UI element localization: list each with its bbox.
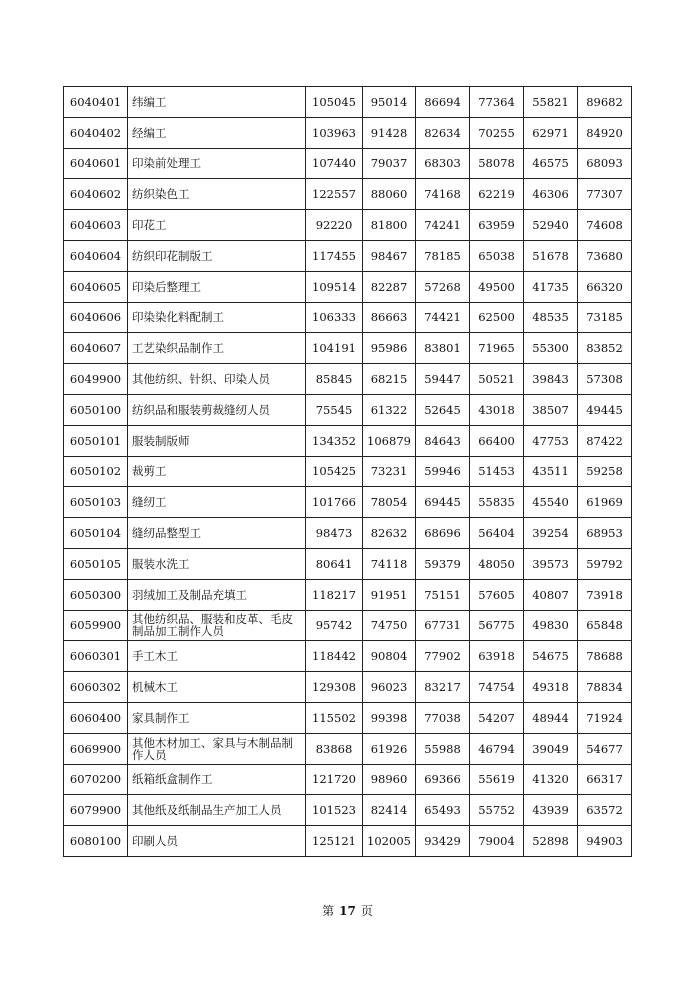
occupation-code-cell: 6079900	[64, 795, 128, 826]
table-row	[64, 148, 632, 179]
wage-value-cell: 63959	[470, 210, 524, 241]
occupation-code-cell: 6040607	[64, 333, 128, 364]
occupation-name-cell: 缝纫品整型工	[128, 518, 306, 549]
occupation-code-cell: 6080100	[64, 826, 128, 857]
occupation-name-cell: 印花工	[128, 210, 306, 241]
wage-value-cell: 43018	[470, 394, 524, 425]
occupation-name-cell: 其他纺织品、服装和皮革、毛皮制品加工制作人员	[128, 610, 306, 641]
wage-value-cell: 78054	[363, 487, 416, 518]
wage-value-cell: 66320	[578, 271, 632, 302]
occupation-code-cell: 6040605	[64, 271, 128, 302]
occupation-code-cell: 6040606	[64, 302, 128, 333]
wage-value-cell: 84920	[578, 117, 632, 148]
table-row	[64, 302, 632, 333]
wage-value-cell: 55821	[524, 87, 578, 118]
occupation-name-cell: 家具制作工	[128, 702, 306, 733]
wage-value-cell: 105425	[306, 456, 363, 487]
table-row	[64, 579, 632, 610]
occupation-code-cell: 6050100	[64, 394, 128, 425]
wage-value-cell: 98467	[363, 240, 416, 271]
wage-value-cell: 77038	[416, 702, 470, 733]
wage-value-cell: 109514	[306, 271, 363, 302]
wage-value-cell: 78185	[416, 240, 470, 271]
wage-value-cell: 122557	[306, 179, 363, 210]
wage-value-cell: 74168	[416, 179, 470, 210]
wage-value-cell: 80641	[306, 548, 363, 579]
wage-value-cell: 86694	[416, 87, 470, 118]
wage-value-cell: 118442	[306, 641, 363, 672]
wage-value-cell: 52940	[524, 210, 578, 241]
wage-value-cell: 77364	[470, 87, 524, 118]
wage-value-cell: 107440	[306, 148, 363, 179]
wage-value-cell: 58078	[470, 148, 524, 179]
wage-value-cell: 69366	[416, 764, 470, 795]
wage-value-cell: 51453	[470, 456, 524, 487]
wage-value-cell: 79037	[363, 148, 416, 179]
wage-value-cell: 46306	[524, 179, 578, 210]
wage-value-cell: 98960	[363, 764, 416, 795]
wage-value-cell: 99398	[363, 702, 416, 733]
wage-value-cell: 106879	[363, 425, 416, 456]
occupation-code-cell: 6050103	[64, 487, 128, 518]
wage-value-cell: 82634	[416, 117, 470, 148]
wage-value-cell: 89682	[578, 87, 632, 118]
wage-value-cell: 49318	[524, 672, 578, 703]
wage-value-cell: 65493	[416, 795, 470, 826]
wage-value-cell: 78834	[578, 672, 632, 703]
wage-value-cell: 57268	[416, 271, 470, 302]
table-row	[64, 733, 632, 764]
wage-table	[63, 86, 632, 857]
wage-value-cell: 67731	[416, 610, 470, 641]
table-row	[64, 117, 632, 148]
wage-value-cell: 134352	[306, 425, 363, 456]
wage-value-cell: 68215	[363, 364, 416, 395]
wage-value-cell: 59792	[578, 548, 632, 579]
wage-value-cell: 55300	[524, 333, 578, 364]
occupation-code-cell: 6049900	[64, 364, 128, 395]
wage-value-cell: 61926	[363, 733, 416, 764]
table-row	[64, 795, 632, 826]
table-row	[64, 179, 632, 210]
wage-value-cell: 59258	[578, 456, 632, 487]
table-row	[64, 87, 632, 118]
wage-value-cell: 106333	[306, 302, 363, 333]
wage-value-cell: 94903	[578, 826, 632, 857]
wage-value-cell: 86663	[363, 302, 416, 333]
table-row	[64, 610, 632, 641]
table-row	[64, 364, 632, 395]
occupation-code-cell: 6059900	[64, 610, 128, 641]
wage-value-cell: 68093	[578, 148, 632, 179]
table-row	[64, 210, 632, 241]
occupation-name-cell: 印染后整理工	[128, 271, 306, 302]
wage-value-cell: 49445	[578, 394, 632, 425]
table-row	[64, 702, 632, 733]
wage-value-cell: 56404	[470, 518, 524, 549]
wage-value-cell: 83801	[416, 333, 470, 364]
occupation-code-cell: 6050104	[64, 518, 128, 549]
wage-value-cell: 70255	[470, 117, 524, 148]
occupation-name-cell: 纺织染色工	[128, 179, 306, 210]
wage-value-cell: 59946	[416, 456, 470, 487]
occupation-code-cell: 6040401	[64, 87, 128, 118]
wage-value-cell: 46794	[470, 733, 524, 764]
wage-value-cell: 48050	[470, 548, 524, 579]
occupation-code-cell: 6069900	[64, 733, 128, 764]
table-row	[64, 672, 632, 703]
wage-value-cell: 43511	[524, 456, 578, 487]
occupation-code-cell: 6070200	[64, 764, 128, 795]
wage-value-cell: 41735	[524, 271, 578, 302]
wage-value-cell: 39573	[524, 548, 578, 579]
wage-value-cell: 98473	[306, 518, 363, 549]
footer-prefix: 第	[322, 904, 335, 918]
table-row	[64, 641, 632, 672]
wage-value-cell: 90804	[363, 641, 416, 672]
table-row	[64, 271, 632, 302]
occupation-name-cell: 工艺染织品制作工	[128, 333, 306, 364]
occupation-code-cell: 6050101	[64, 425, 128, 456]
table-body	[64, 87, 632, 857]
wage-value-cell: 92220	[306, 210, 363, 241]
wage-value-cell: 63918	[470, 641, 524, 672]
wage-value-cell: 45540	[524, 487, 578, 518]
wage-value-cell: 74421	[416, 302, 470, 333]
occupation-code-cell: 6050102	[64, 456, 128, 487]
wage-value-cell: 62971	[524, 117, 578, 148]
wage-value-cell: 71924	[578, 702, 632, 733]
wage-value-cell: 73231	[363, 456, 416, 487]
occupation-name-cell: 纺织印花制版工	[128, 240, 306, 271]
wage-value-cell: 65848	[578, 610, 632, 641]
wage-value-cell: 65038	[470, 240, 524, 271]
occupation-code-cell: 6060400	[64, 702, 128, 733]
occupation-code-cell: 6040603	[64, 210, 128, 241]
wage-value-cell: 54675	[524, 641, 578, 672]
occupation-name-cell: 纬编工	[128, 87, 306, 118]
wage-value-cell: 68953	[578, 518, 632, 549]
wage-value-cell: 55752	[470, 795, 524, 826]
occupation-code-cell: 6040604	[64, 240, 128, 271]
wage-value-cell: 62500	[470, 302, 524, 333]
wage-value-cell: 75151	[416, 579, 470, 610]
occupation-name-cell: 机械木工	[128, 672, 306, 703]
wage-value-cell: 103963	[306, 117, 363, 148]
wage-value-cell: 52898	[524, 826, 578, 857]
wage-value-cell: 71965	[470, 333, 524, 364]
wage-value-cell: 82414	[363, 795, 416, 826]
table-row	[64, 518, 632, 549]
table-row	[64, 487, 632, 518]
wage-value-cell: 63572	[578, 795, 632, 826]
footer-suffix: 页	[360, 904, 373, 918]
occupation-name-cell: 经编工	[128, 117, 306, 148]
wage-value-cell: 87422	[578, 425, 632, 456]
wage-value-cell: 93429	[416, 826, 470, 857]
occupation-name-cell: 服装水洗工	[128, 548, 306, 579]
wage-value-cell: 84643	[416, 425, 470, 456]
wage-value-cell: 46575	[524, 148, 578, 179]
table-row	[64, 425, 632, 456]
wage-value-cell: 83868	[306, 733, 363, 764]
wage-value-cell: 73918	[578, 579, 632, 610]
wage-value-cell: 51678	[524, 240, 578, 271]
occupation-name-cell: 裁剪工	[128, 456, 306, 487]
wage-value-cell: 49830	[524, 610, 578, 641]
wage-value-cell: 43939	[524, 795, 578, 826]
wage-value-cell: 61322	[363, 394, 416, 425]
wage-value-cell: 73185	[578, 302, 632, 333]
occupation-name-cell: 印刷人员	[128, 826, 306, 857]
occupation-name-cell: 印染前处理工	[128, 148, 306, 179]
wage-value-cell: 78688	[578, 641, 632, 672]
wage-value-cell: 61969	[578, 487, 632, 518]
wage-value-cell: 40807	[524, 579, 578, 610]
wage-value-cell: 48535	[524, 302, 578, 333]
occupation-name-cell: 纺织品和服装剪裁缝纫人员	[128, 394, 306, 425]
wage-value-cell: 66317	[578, 764, 632, 795]
wage-value-cell: 62219	[470, 179, 524, 210]
wage-value-cell: 91951	[363, 579, 416, 610]
occupation-code-cell: 6060301	[64, 641, 128, 672]
table-row	[64, 394, 632, 425]
wage-value-cell: 81800	[363, 210, 416, 241]
wage-value-cell: 74118	[363, 548, 416, 579]
wage-value-cell: 129308	[306, 672, 363, 703]
wage-value-cell: 57308	[578, 364, 632, 395]
wage-value-cell: 82632	[363, 518, 416, 549]
page-number: 17	[339, 904, 356, 918]
wage-value-cell: 95986	[363, 333, 416, 364]
occupation-name-cell: 服装制版师	[128, 425, 306, 456]
occupation-name-cell: 手工木工	[128, 641, 306, 672]
wage-value-cell: 88060	[363, 179, 416, 210]
wage-value-cell: 39254	[524, 518, 578, 549]
occupation-code-cell: 6050105	[64, 548, 128, 579]
wage-value-cell: 74750	[363, 610, 416, 641]
wage-value-cell: 54207	[470, 702, 524, 733]
wage-value-cell: 47753	[524, 425, 578, 456]
wage-value-cell: 75545	[306, 394, 363, 425]
occupation-name-cell: 羽绒加工及制品充填工	[128, 579, 306, 610]
wage-value-cell: 74754	[470, 672, 524, 703]
occupation-code-cell: 6040601	[64, 148, 128, 179]
occupation-name-cell: 其他纸及纸制品生产加工人员	[128, 795, 306, 826]
wage-value-cell: 118217	[306, 579, 363, 610]
wage-value-cell: 102005	[363, 826, 416, 857]
wage-value-cell: 104191	[306, 333, 363, 364]
wage-value-cell: 115502	[306, 702, 363, 733]
wage-value-cell: 68303	[416, 148, 470, 179]
wage-value-cell: 82287	[363, 271, 416, 302]
wage-value-cell: 79004	[470, 826, 524, 857]
wage-value-cell: 39049	[524, 733, 578, 764]
wage-value-cell: 55988	[416, 733, 470, 764]
wage-value-cell: 56775	[470, 610, 524, 641]
wage-value-cell: 85845	[306, 364, 363, 395]
wage-value-cell: 83217	[416, 672, 470, 703]
occupation-name-cell: 其他纺织、针织、印染人员	[128, 364, 306, 395]
table-row	[64, 333, 632, 364]
table-row	[64, 240, 632, 271]
wage-value-cell: 83852	[578, 333, 632, 364]
wage-value-cell: 48944	[524, 702, 578, 733]
wage-value-cell: 121720	[306, 764, 363, 795]
occupation-code-cell: 6040602	[64, 179, 128, 210]
occupation-name-cell: 印染染化料配制工	[128, 302, 306, 333]
wage-value-cell: 52645	[416, 394, 470, 425]
table-row	[64, 548, 632, 579]
wage-value-cell: 54677	[578, 733, 632, 764]
table-row	[64, 456, 632, 487]
wage-value-cell: 69445	[416, 487, 470, 518]
wage-value-cell: 95014	[363, 87, 416, 118]
occupation-name-cell: 其他木材加工、家具与木制品制作人员	[128, 733, 306, 764]
wage-value-cell: 50521	[470, 364, 524, 395]
occupation-code-cell: 6040402	[64, 117, 128, 148]
wage-value-cell: 38507	[524, 394, 578, 425]
wage-value-cell: 117455	[306, 240, 363, 271]
wage-value-cell: 59379	[416, 548, 470, 579]
wage-value-cell: 105045	[306, 87, 363, 118]
wage-value-cell: 101523	[306, 795, 363, 826]
occupation-code-cell: 6060302	[64, 672, 128, 703]
wage-value-cell: 101766	[306, 487, 363, 518]
wage-value-cell: 68696	[416, 518, 470, 549]
wage-value-cell: 74608	[578, 210, 632, 241]
table-row	[64, 826, 632, 857]
wage-value-cell: 125121	[306, 826, 363, 857]
wage-value-cell: 55835	[470, 487, 524, 518]
wage-value-cell: 77902	[416, 641, 470, 672]
wage-value-cell: 91428	[363, 117, 416, 148]
wage-value-cell: 66400	[470, 425, 524, 456]
wage-value-cell: 57605	[470, 579, 524, 610]
occupation-code-cell: 6050300	[64, 579, 128, 610]
table-row	[64, 764, 632, 795]
wage-value-cell: 41320	[524, 764, 578, 795]
wage-value-cell: 55619	[470, 764, 524, 795]
wage-value-cell: 49500	[470, 271, 524, 302]
wage-value-cell: 39843	[524, 364, 578, 395]
occupation-name-cell: 缝纫工	[128, 487, 306, 518]
wage-value-cell: 95742	[306, 610, 363, 641]
wage-value-cell: 96023	[363, 672, 416, 703]
occupation-name-cell: 纸箱纸盒制作工	[128, 764, 306, 795]
page-footer	[0, 902, 695, 919]
wage-value-cell: 59447	[416, 364, 470, 395]
wage-value-cell: 74241	[416, 210, 470, 241]
wage-value-cell: 77307	[578, 179, 632, 210]
wage-value-cell: 73680	[578, 240, 632, 271]
